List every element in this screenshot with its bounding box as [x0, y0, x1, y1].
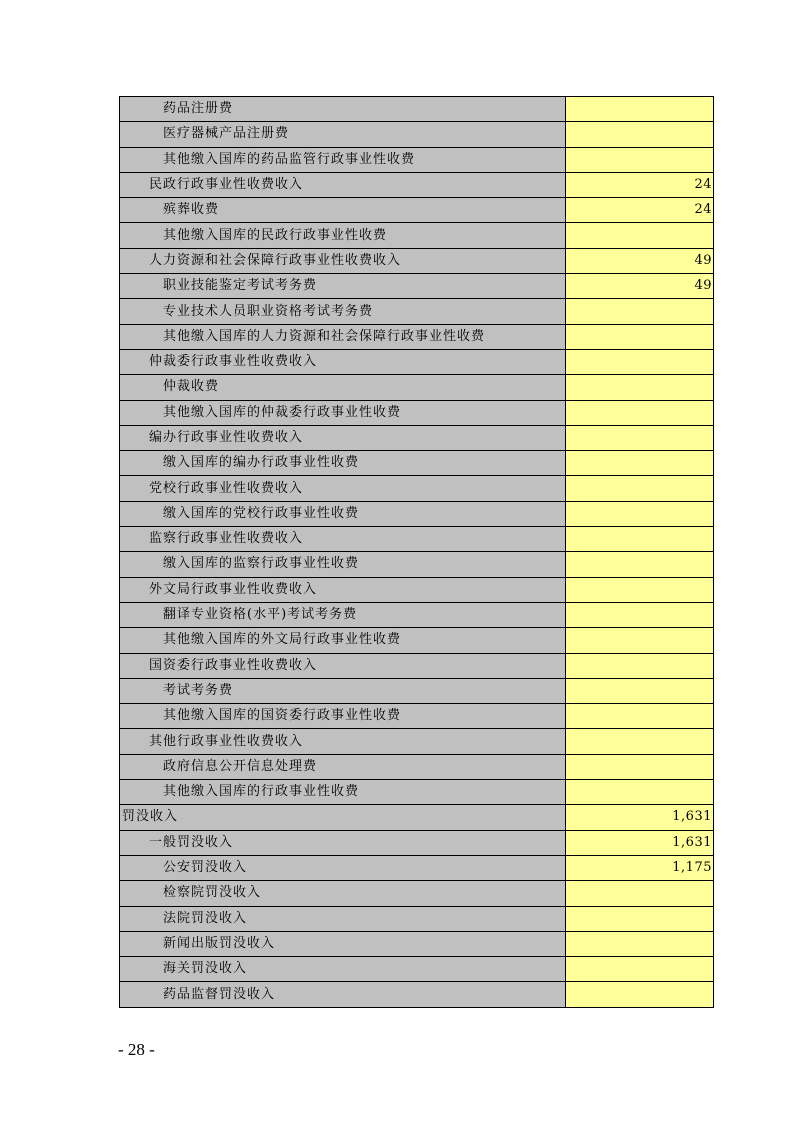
amount-cell — [566, 451, 714, 476]
item-name-cell: 检察院罚没收入 — [120, 881, 566, 906]
item-name-cell: 政府信息公开信息处理费 — [120, 754, 566, 779]
amount-cell — [566, 299, 714, 324]
item-name-cell: 外文局行政事业性收费收入 — [120, 577, 566, 602]
amount-cell — [566, 931, 714, 956]
table-row — [120, 425, 714, 450]
amount-cell — [566, 425, 714, 450]
table-row — [120, 780, 714, 805]
table-row — [120, 577, 714, 602]
table-row — [120, 349, 714, 374]
table-row — [120, 400, 714, 425]
item-name-cell: 罚没收入 — [120, 805, 566, 830]
table-row — [120, 957, 714, 982]
amount-cell — [566, 577, 714, 602]
item-name-cell: 专业技术人员职业资格考试考务费 — [120, 299, 566, 324]
amount-cell: 1,631 — [566, 830, 714, 855]
table-row — [120, 628, 714, 653]
item-name-cell: 缴入国库的监察行政事业性收费 — [120, 552, 566, 577]
table-row — [120, 299, 714, 324]
table-row — [120, 97, 714, 122]
table-row — [120, 375, 714, 400]
amount-cell — [566, 527, 714, 552]
item-name-cell: 其他缴入国库的仲裁委行政事业性收费 — [120, 400, 566, 425]
amount-cell — [566, 906, 714, 931]
table-row — [120, 602, 714, 627]
amount-cell — [566, 628, 714, 653]
amount-cell — [566, 881, 714, 906]
amount-cell — [566, 678, 714, 703]
amount-cell — [566, 223, 714, 248]
amount-cell — [566, 324, 714, 349]
table-row — [120, 248, 714, 273]
table-row — [120, 501, 714, 526]
amount-cell — [566, 602, 714, 627]
amount-cell: 49 — [566, 274, 714, 299]
amount-cell — [566, 552, 714, 577]
amount-cell — [566, 704, 714, 729]
table-row — [120, 881, 714, 906]
amount-cell — [566, 729, 714, 754]
item-name-cell: 民政行政事业性收费收入 — [120, 172, 566, 197]
table-row — [120, 198, 714, 223]
table-row — [120, 805, 714, 830]
item-name-cell: 法院罚没收入 — [120, 906, 566, 931]
amount-cell — [566, 501, 714, 526]
amount-cell — [566, 122, 714, 147]
amount-cell — [566, 476, 714, 501]
amount-cell — [566, 754, 714, 779]
table-row — [120, 704, 714, 729]
item-name-cell: 其他缴入国库的人力资源和社会保障行政事业性收费 — [120, 324, 566, 349]
table-row — [120, 855, 714, 880]
item-name-cell: 职业技能鉴定考试考务费 — [120, 274, 566, 299]
item-name-cell: 考试考务费 — [120, 678, 566, 703]
item-name-cell: 医疗器械产品注册费 — [120, 122, 566, 147]
table-row — [120, 172, 714, 197]
table-row — [120, 754, 714, 779]
amount-cell: 1,631 — [566, 805, 714, 830]
amount-cell — [566, 349, 714, 374]
item-name-cell: 其他缴入国库的行政事业性收费 — [120, 780, 566, 805]
item-name-cell: 翻译专业资格(水平)考试考务费 — [120, 602, 566, 627]
amount-cell: 49 — [566, 248, 714, 273]
item-name-cell: 一般罚没收入 — [120, 830, 566, 855]
item-name-cell: 监察行政事业性收费收入 — [120, 527, 566, 552]
item-name-cell: 其他缴入国库的民政行政事业性收费 — [120, 223, 566, 248]
table-row — [120, 451, 714, 476]
table-row — [120, 906, 714, 931]
item-name-cell: 仲裁收费 — [120, 375, 566, 400]
item-name-cell: 药品监督罚没收入 — [120, 982, 566, 1007]
table-row — [120, 552, 714, 577]
amount-cell — [566, 375, 714, 400]
table-row — [120, 729, 714, 754]
item-name-cell: 其他缴入国库的外文局行政事业性收费 — [120, 628, 566, 653]
amount-cell — [566, 982, 714, 1007]
item-name-cell: 编办行政事业性收费收入 — [120, 425, 566, 450]
table-row — [120, 830, 714, 855]
table-row — [120, 982, 714, 1007]
amount-cell: 1,175 — [566, 855, 714, 880]
amount-cell — [566, 97, 714, 122]
table-row — [120, 527, 714, 552]
item-name-cell: 国资委行政事业性收费收入 — [120, 653, 566, 678]
table-row — [120, 147, 714, 172]
budget-table — [119, 96, 714, 1008]
amount-cell — [566, 780, 714, 805]
item-name-cell: 党校行政事业性收费收入 — [120, 476, 566, 501]
table-row — [120, 678, 714, 703]
item-name-cell: 殡葬收费 — [120, 198, 566, 223]
item-name-cell: 其他行政事业性收费收入 — [120, 729, 566, 754]
item-name-cell: 药品注册费 — [120, 97, 566, 122]
page-number: - 28 - — [118, 1040, 155, 1059]
table-row — [120, 476, 714, 501]
amount-cell — [566, 400, 714, 425]
item-name-cell: 缴入国库的编办行政事业性收费 — [120, 451, 566, 476]
amount-cell: 24 — [566, 172, 714, 197]
table-row — [120, 223, 714, 248]
amount-cell — [566, 957, 714, 982]
item-name-cell: 公安罚没收入 — [120, 855, 566, 880]
amount-cell: 24 — [566, 198, 714, 223]
table-row — [120, 931, 714, 956]
item-name-cell: 其他缴入国库的药品监管行政事业性收费 — [120, 147, 566, 172]
item-name-cell: 缴入国库的党校行政事业性收费 — [120, 501, 566, 526]
table-row — [120, 324, 714, 349]
budget-table-body — [120, 97, 714, 1008]
table-row — [120, 274, 714, 299]
table-row — [120, 122, 714, 147]
item-name-cell: 其他缴入国库的国资委行政事业性收费 — [120, 704, 566, 729]
table-row — [120, 653, 714, 678]
item-name-cell: 新闻出版罚没收入 — [120, 931, 566, 956]
item-name-cell: 仲裁委行政事业性收费收入 — [120, 349, 566, 374]
amount-cell — [566, 653, 714, 678]
item-name-cell: 人力资源和社会保障行政事业性收费收入 — [120, 248, 566, 273]
item-name-cell: 海关罚没收入 — [120, 957, 566, 982]
amount-cell — [566, 147, 714, 172]
